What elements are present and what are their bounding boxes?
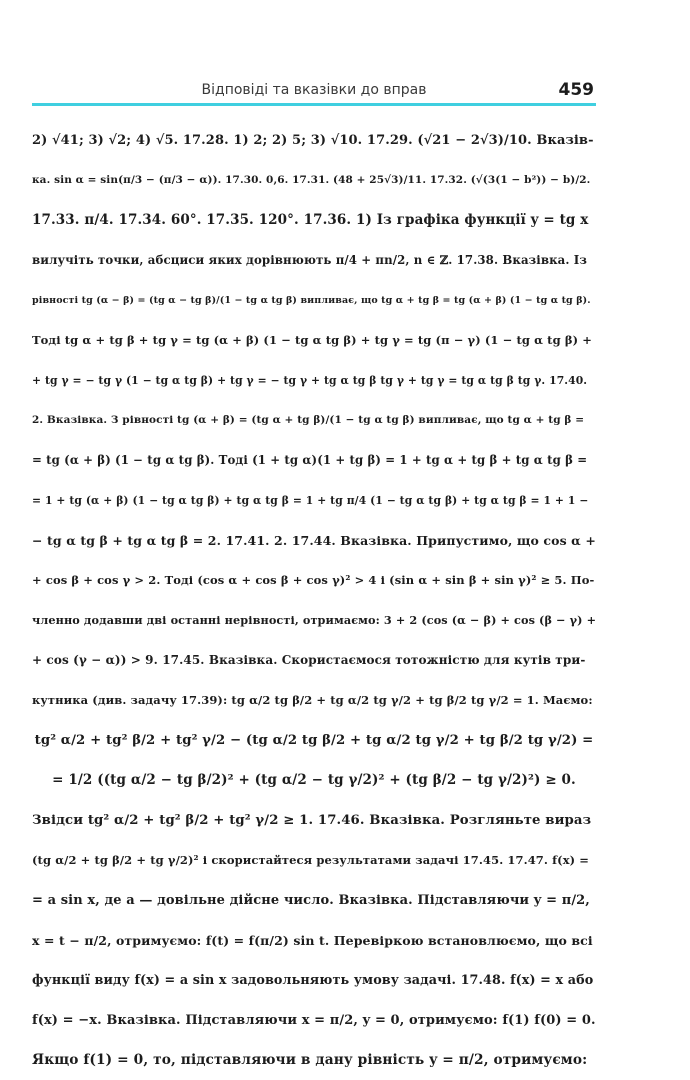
text-line: + cos β + cos γ > 2. Тоді (cos α + cos β + cos γ)² > 4 і (sin α + sin β + sin γ)² ≥ 5. По- xyxy=(32,573,595,587)
text-line: вилучіть точки, абсциси яких дорівнюють π/4 + πn/2, n ∈ ℤ. 17.38. Вказівка. Із xyxy=(32,253,587,267)
text-line: рівності tg (α − β) = (tg α − tg β)/(1 − tg α tg β) випливає, що tg α + tg β = tg (α + β) (1 − tg α tg β). xyxy=(32,294,591,306)
text-line: Тоді tg α + tg β + tg γ = tg (α + β) (1 − tg α tg β) + tg γ = tg (π − γ) (1 − tg α tg β) + xyxy=(32,333,592,347)
text-line: + tg γ = − tg γ (1 − tg α tg β) + tg γ = − tg γ + tg α tg β tg γ + tg γ = tg α tg β tg γ. 17.40. xyxy=(32,373,588,387)
text-line: = 1 + tg (α + β) (1 − tg α tg β) + tg α tg β = 1 + tg π/4 (1 − tg α tg β) + tg α tg β = 1 + 1 − xyxy=(32,493,589,507)
text-line: членно додавши дві останні нерівності, отримаємо: 3 + 2 (cos (α − β) + cos (β − γ) + xyxy=(32,613,596,627)
text-line: − tg α tg β + tg α tg β = 2. 17.41. 2. 17.44. Вказівка. Припустимо, що cos α + xyxy=(32,532,596,548)
display-formula: = 1/2 ((tg α/2 − tg β/2)² + (tg α/2 − tg γ/2)² + (tg β/2 − tg γ/2)²) ≥ 0. xyxy=(52,772,576,788)
text-line: = a sin x, де a — довільне дійсне число. Вказівка. Підставляючи y = π/2, xyxy=(32,892,590,908)
header-rule xyxy=(32,103,596,106)
text-line: f(x) = −x. Вказівка. Підставляючи x = π/2, y = 0, отримуємо: f(1) f(0) = 0. xyxy=(32,1012,596,1028)
text-line: x = t − π/2, отримуємо: f(t) = f(π/2) sin t. Перевіркою встановлюємо, що всі xyxy=(32,932,593,948)
text-line: = tg (α + β) (1 − tg α tg β). Тоді (1 + tg α)(1 + tg β) = 1 + tg α + tg β + tg α tg β = xyxy=(32,453,588,467)
text-line: 2) √41; 3) √2; 4) √5. 17.28. 1) 2; 2) 5; 3) √10. 17.29. (√21 − 2√3)/10. Вказів- xyxy=(32,132,594,148)
text-line: + cos (γ − α)) > 9. 17.45. Вказівка. Скористаємося тотожністю для кутів три- xyxy=(32,653,586,667)
text-line: Звідси tg² α/2 + tg² β/2 + tg² γ/2 ≥ 1. 17.46. Вказівка. Розгляньте вираз xyxy=(32,812,592,828)
text-line: (tg α/2 + tg β/2 + tg γ/2)² і скористайтеся результатами задачі 17.45. 17.47. f(x) = xyxy=(32,853,590,867)
text-line: 17.33. π/4. 17.34. 60°. 17.35. 120°. 17.36. 1) Із графіка функції y = tg x xyxy=(32,212,589,228)
text-line: ка. sin α = sin(π/3 − (π/3 − α)). 17.30. 0,6. 17.31. (48 + 25√3)/11. 17.32. (√(3(1 − b²)) − b)/2. xyxy=(32,174,591,186)
text-body xyxy=(32,120,596,1080)
text-line: Якщо f(1) = 0, то, підставляючи в дану рівність y = π/2, отримуємо: xyxy=(32,1052,588,1068)
text-line: функції виду f(x) = a sin x задовольняють умову задачі. 17.48. f(x) = x або xyxy=(32,972,594,988)
text-line: кутника (див. задачу 17.39): tg α/2 tg β/2 + tg α/2 tg γ/2 + tg β/2 tg γ/2 = 1. Маємо: xyxy=(32,693,593,707)
page-header xyxy=(32,74,596,104)
running-title: Відповіді та вказівки до вправ xyxy=(201,82,427,98)
page-number: 459 xyxy=(558,80,594,100)
text-line: 2. Вказівка. З рівності tg (α + β) = (tg α + tg β)/(1 − tg α tg β) випливає, що tg α + tg β = xyxy=(32,414,585,426)
display-formula: tg² α/2 + tg² β/2 + tg² γ/2 − (tg α/2 tg β/2 + tg α/2 tg γ/2 + tg β/2 tg γ/2) = xyxy=(34,732,594,748)
